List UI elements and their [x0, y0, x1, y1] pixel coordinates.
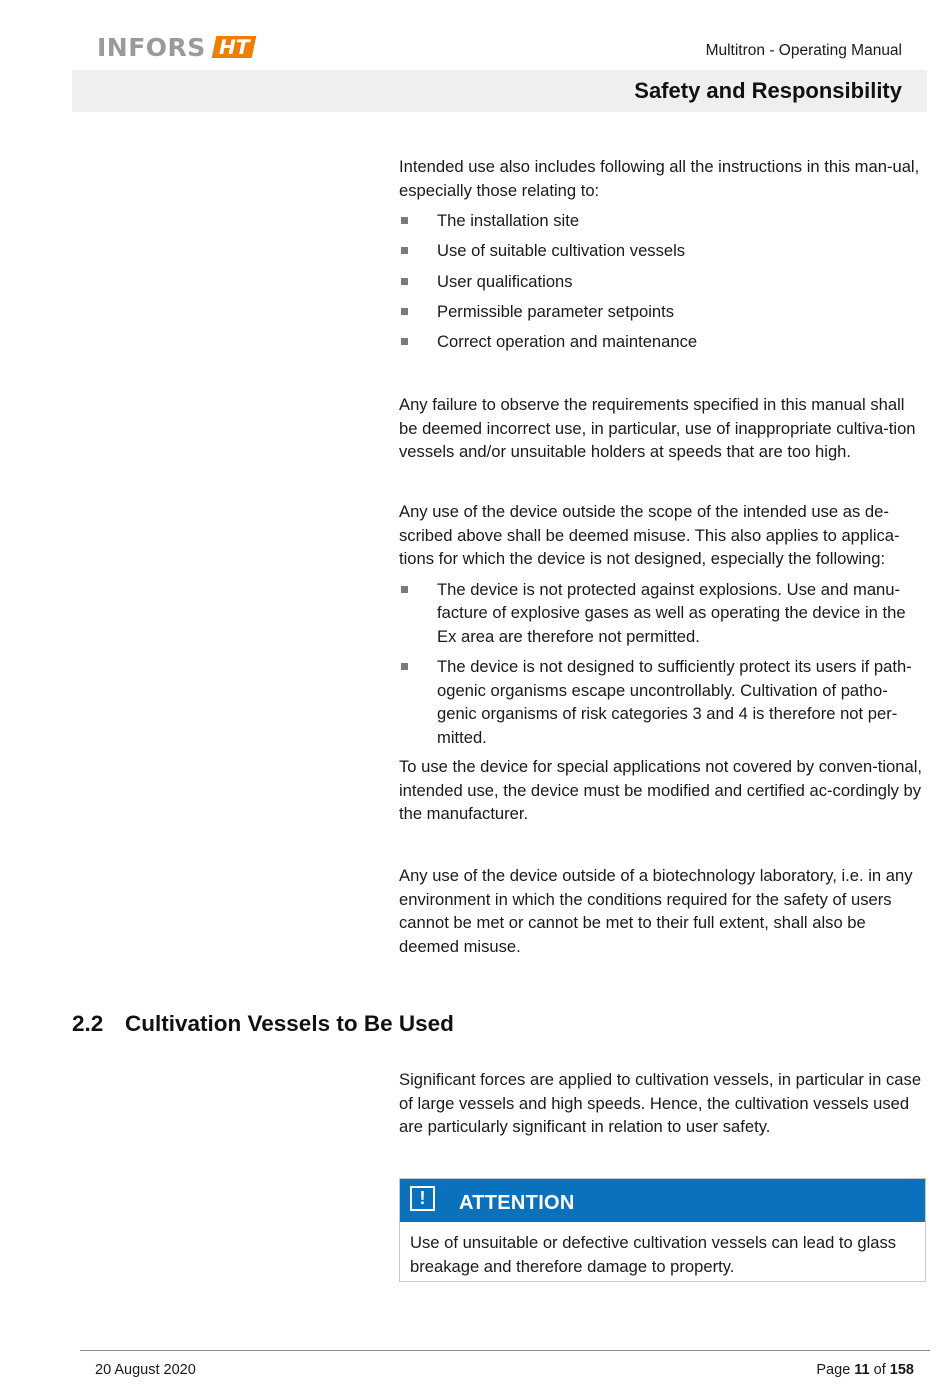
attention-title: ATTENTION — [459, 1192, 575, 1214]
section-number: 2.2 — [72, 1011, 104, 1036]
attention-text: Use of unsuitable or defective cultivation vessels can lead to glass breakage and therefore damage to property. — [410, 1233, 897, 1276]
list-item: The installation site — [399, 209, 927, 233]
intro-bullet-list — [399, 209, 927, 354]
list-item: The device is not protected against explosions. Use and manu-facture of explosive gases as well as operating the device in the Ex area are therefore not permitted. — [399, 578, 927, 649]
laboratory-paragraph: Any use of the device outside of a biotechnology laboratory, i.e. in any environment in which the conditions required for the safety of users cannot be met or cannot be met to their full extent, shall also be deemed misuse. — [399, 866, 913, 956]
logo-ht-mark: HT — [211, 36, 256, 58]
footer-divider — [80, 1350, 930, 1351]
total-pages: 158 — [889, 1362, 914, 1378]
manual-title: Multitron - Operating Manual — [705, 42, 902, 59]
footer-page-number: Page 11 of 158 — [816, 1362, 914, 1378]
misuse-block — [399, 500, 927, 826]
intro-paragraph: Intended use also includes following all the instructions in this man-ual, especially those relating to: — [399, 157, 920, 200]
list-item: User qualifications — [399, 270, 927, 294]
list-item: Use of suitable cultivation vessels — [399, 239, 927, 263]
bullet-square-icon — [401, 586, 408, 593]
section-title: Safety and Responsibility — [634, 78, 902, 103]
bullet-square-icon — [401, 663, 408, 670]
exclamation-warning-icon: ! — [410, 1186, 435, 1211]
logo-wordmark: INFORS — [97, 32, 206, 62]
intended-use-block — [399, 155, 927, 360]
bullet-square-icon — [401, 217, 408, 224]
list-item: Correct operation and maintenance — [399, 330, 927, 354]
list-item: Permissible parameter setpoints — [399, 300, 927, 324]
misuse-bullet-list — [399, 578, 927, 750]
infors-ht-logo — [97, 33, 254, 61]
footer-date: 20 August 2020 — [95, 1362, 196, 1378]
bullet-square-icon — [401, 278, 408, 285]
attention-header — [400, 1179, 925, 1222]
section-heading-2-2 — [72, 1011, 454, 1037]
attention-notice — [399, 1178, 926, 1282]
misuse-paragraph: Any use of the device outside the scope of the intended use as de-scribed above shall be deemed misuse. This also applies to applica-tions for which the device is not designed, especially the following: — [399, 502, 900, 568]
bullet-square-icon — [401, 308, 408, 315]
cultivation-vessels-paragraph: Significant forces are applied to cultivation vessels, in particular in case of large vessels and high speeds. Hence, the cultivation vessels used are particularly significant in relation to user safety. — [399, 1070, 922, 1136]
special-applications-paragraph: To use the device for special applications not covered by conven-tional, intended use, the device must be modified and certified ac-cordingly by the manufacturer. — [399, 757, 923, 823]
current-page: 11 — [854, 1362, 870, 1378]
bullet-square-icon — [401, 338, 408, 345]
failure-paragraph: Any failure to observe the requirements specified in this manual shall be deemed incorrect use, in particular, use of inappropriate cultiva-tion vessels and/or unsuitable holders at speeds that are too high. — [399, 395, 916, 461]
section-heading-text: Cultivation Vessels to Be Used — [125, 1011, 454, 1036]
bullet-square-icon — [401, 247, 408, 254]
list-item: The device is not designed to sufficiently protect its users if path-ogenic organisms escape uncontrollably. Cultivation of patho-genic organisms of risk categories 3 and 4 is therefore not per-mitted. — [399, 655, 927, 749]
